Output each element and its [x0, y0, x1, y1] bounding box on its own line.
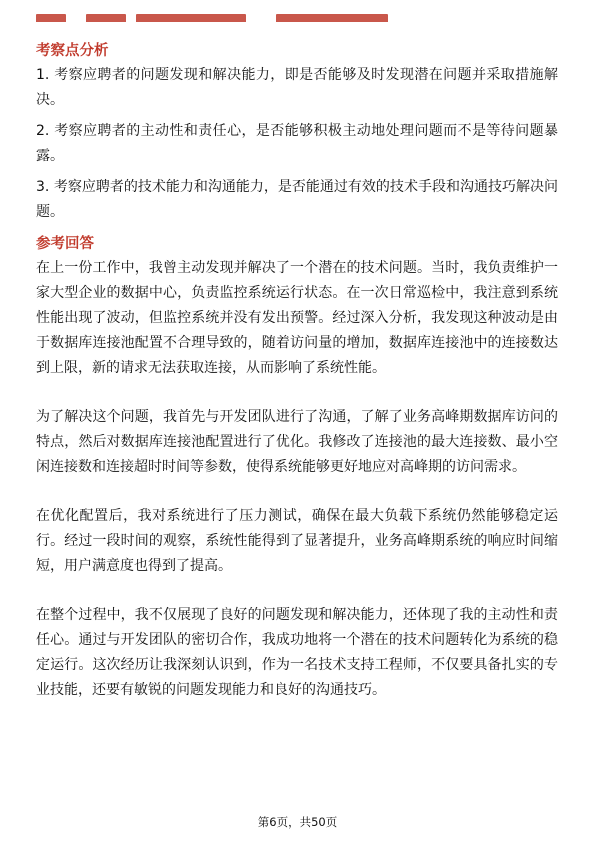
analysis-item: 2. 考察应聘者的主动性和责任心，是否能够积极主动地处理问题而不是等待问题暴露。	[36, 123, 558, 164]
cut-off-header-line	[36, 8, 396, 22]
page-number: 第6页，共50页	[257, 815, 338, 829]
analysis-item: 3. 考察应聘者的技术能力和沟通能力，是否能通过有效的技术手段和沟通技巧解决问题。	[36, 179, 558, 220]
analysis-section	[36, 40, 558, 225]
answer-heading: 参考回答	[36, 236, 94, 252]
answer-paragraph: 在优化配置后，我对系统进行了压力测试，确保在最大负载下系统仍然能够稳定运行。经过一段时间的观察，系统性能得到了显著提升，业务高峰期系统的响应时间缩短，用户满意度也得到了提高。	[36, 508, 558, 574]
analysis-heading: 考察点分析	[36, 43, 109, 59]
answer-section	[36, 233, 558, 703]
answer-paragraph: 在上一份工作中，我曾主动发现并解决了一个潜在的技术问题。当时，我负责维护一家大型企业的数据中心，负责监控系统运行状态。在一次日常巡检中，我注意到系统性能出现了波动，但监控系统并没有发出预警。经过深入分析，我发现这种波动是由于数据库连接池配置不合理导致的，随着访问量的增加，数据库连接池中的连接数达到上限，新的请求无法获取连接，从而影响了系统性能。	[36, 260, 558, 376]
answer-paragraph: 为了解决这个问题，我首先与开发团队进行了沟通，了解了业务高峰期数据库访问的特点，然后对数据库连接池配置进行了优化。我修改了连接池的最大连接数、最小空闲连接数和连接超时时间等参数，使得系统能够更好地应对高峰期的访问需求。	[36, 409, 558, 475]
document-body	[36, 40, 558, 703]
answer-paragraph: 在整个过程中，我不仅展现了良好的问题发现和解决能力，还体现了我的主动性和责任心。通过与开发团队的密切合作，我成功地将一个潜在的技术问题转化为系统的稳定运行。这次经历让我深刻认识到，作为一名技术支持工程师，不仅要具备扎实的专业技能，还要有敏锐的问题发现能力和良好的沟通技巧。	[36, 607, 558, 698]
analysis-item: 1. 考察应聘者的问题发现和解决能力，即是否能够及时发现潜在问题并采取措施解决。	[36, 67, 558, 108]
